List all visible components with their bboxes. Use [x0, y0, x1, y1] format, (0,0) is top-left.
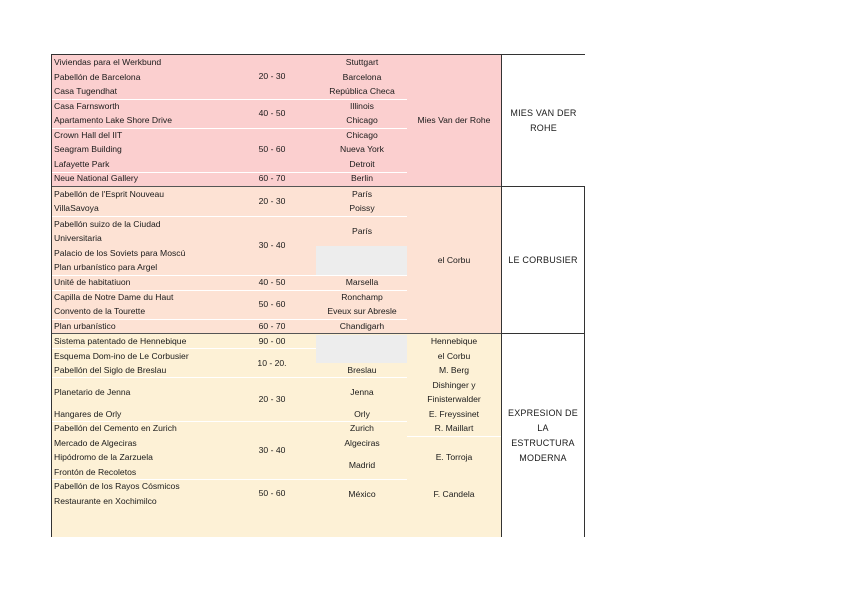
work-cell: Frontón de Recoletos [54, 467, 137, 477]
place-cell: Breslau [347, 365, 377, 375]
work-cell: Pabellón de l'Esprit Nouveau [54, 189, 165, 199]
architect-cell: E. Freyssinet [428, 409, 480, 419]
work-cell: Sistema patentado de Hennebique [54, 336, 187, 346]
work-cell: Pabellón de los Rayos Cósmicos [54, 481, 180, 491]
work-cell: Plan urbanístico [54, 321, 116, 331]
section-label-corbusier: LE CORBUSIER [501, 186, 584, 333]
place-cell: Nueva York [340, 144, 384, 154]
place-cell: Madrid [348, 460, 376, 470]
work-cell: Pabellón del Siglo de Breslau [54, 365, 167, 375]
period-cell: 20 - 30 [258, 394, 286, 404]
work-cell: Esquema Dom-ino de Le Corbusier [54, 351, 189, 361]
work-cell: Restaurante en Xochimilco [54, 496, 157, 506]
place-cell: Jenna [350, 387, 374, 397]
place-cell: República Checa [329, 86, 395, 96]
architect-cell: R. Maillart [434, 423, 474, 433]
section-label-estructura: EXPRESION DE LA ESTRUCTURA MODERNA [501, 333, 584, 537]
place-cell: Berlin [351, 173, 373, 183]
work-cell: Lafayette Park [54, 159, 110, 169]
place-cell: Stuttgart [345, 57, 379, 67]
architect-cell: el Corbu [437, 255, 471, 265]
place-cell: Orly [354, 409, 370, 419]
architect-cell: Finisterwalder [427, 394, 481, 404]
work-cell: Pabellón suizo de la Ciudad [54, 219, 161, 229]
architect-cell: E. Torroja [435, 452, 473, 462]
place-cell: Eveux sur Abresle [327, 306, 397, 316]
work-cell: Casa Farnsworth [54, 101, 120, 111]
period-cell: 50 - 60 [258, 299, 286, 309]
place-cell: Chandigarh [339, 321, 385, 331]
place-cell: México [348, 489, 376, 499]
period-cell: 60 - 70 [258, 173, 286, 183]
work-cell: Unité de habitatiuon [54, 277, 131, 287]
period-cell: 40 - 50 [258, 277, 286, 287]
place-cell: Poissy [349, 203, 375, 213]
empty-cell [316, 335, 407, 363]
empty-cell [316, 246, 407, 275]
period-cell: 40 - 50 [258, 108, 286, 118]
place-cell: Barcelona [342, 72, 382, 82]
mies-section [52, 55, 501, 186]
architect-cell: Mies Van der Rohe [417, 115, 491, 125]
place-cell: Detroit [349, 159, 375, 169]
work-cell: Planetario de Jenna [54, 387, 131, 397]
period-cell: 20 - 30 [258, 196, 286, 206]
place-cell: Algeciras [344, 438, 380, 448]
work-cell: Viviendas para el Werkbund [54, 57, 162, 67]
corbusier-section [52, 186, 501, 333]
period-cell: 30 - 40 [258, 240, 286, 250]
work-cell: Seagram Building [54, 144, 122, 154]
place-cell: Marsella [345, 277, 379, 287]
place-cell: Ronchamp [341, 292, 383, 302]
work-cell: Crown Hall del IIT [54, 130, 123, 140]
period-cell: 50 - 60 [258, 144, 286, 154]
place-cell: Chicago [346, 130, 378, 140]
work-cell: Hangares de Orly [54, 409, 122, 419]
work-cell: Neue National Gallery [54, 173, 139, 183]
work-cell: Apartamento Lake Shore Drive [54, 115, 172, 125]
period-cell: 50 - 60 [258, 488, 286, 498]
architect-cell: M. Berg [438, 365, 470, 375]
place-cell: París [351, 189, 373, 199]
place-cell: París [351, 226, 373, 236]
architect-cell: Dishinger y [432, 380, 476, 390]
work-cell: Palacio de los Soviets para Moscú [54, 248, 186, 258]
work-cell: Pabellón del Cemento en Zurich [54, 423, 177, 433]
work-cell: Mercado de Algeciras [54, 438, 137, 448]
period-cell: 10 - 20. [257, 358, 287, 368]
work-cell: Casa Tugendhat [54, 86, 118, 96]
estructura-section [52, 333, 501, 537]
work-cell: Plan urbanístico para Argel [54, 262, 158, 272]
architect-cell: el Corbu [437, 351, 471, 361]
work-cell: Universitaria [54, 233, 102, 243]
work-cell: Pabellón de Barcelona [54, 72, 141, 82]
place-cell: Zurich [350, 423, 374, 433]
period-cell: 60 - 70 [258, 321, 286, 331]
period-cell: 90 - 00 [258, 336, 286, 346]
architect-cell: Hennebique [430, 336, 478, 346]
period-cell: 30 - 40 [258, 445, 286, 455]
place-cell: Chicago [346, 115, 378, 125]
period-cell: 20 - 30 [258, 71, 286, 81]
architect-cell: F. Candela [433, 489, 475, 499]
place-cell: Illinois [350, 101, 374, 111]
spreadsheet-table [51, 54, 585, 537]
work-cell: Convento de la Tourette [54, 306, 146, 316]
work-cell: Hipódromo de la Zarzuela [54, 452, 153, 462]
work-cell: VillaSavoya [54, 203, 99, 213]
work-cell: Capilla de Notre Dame du Haut [54, 292, 174, 302]
section-label-mies: MIES VAN DER ROHE [501, 55, 585, 186]
